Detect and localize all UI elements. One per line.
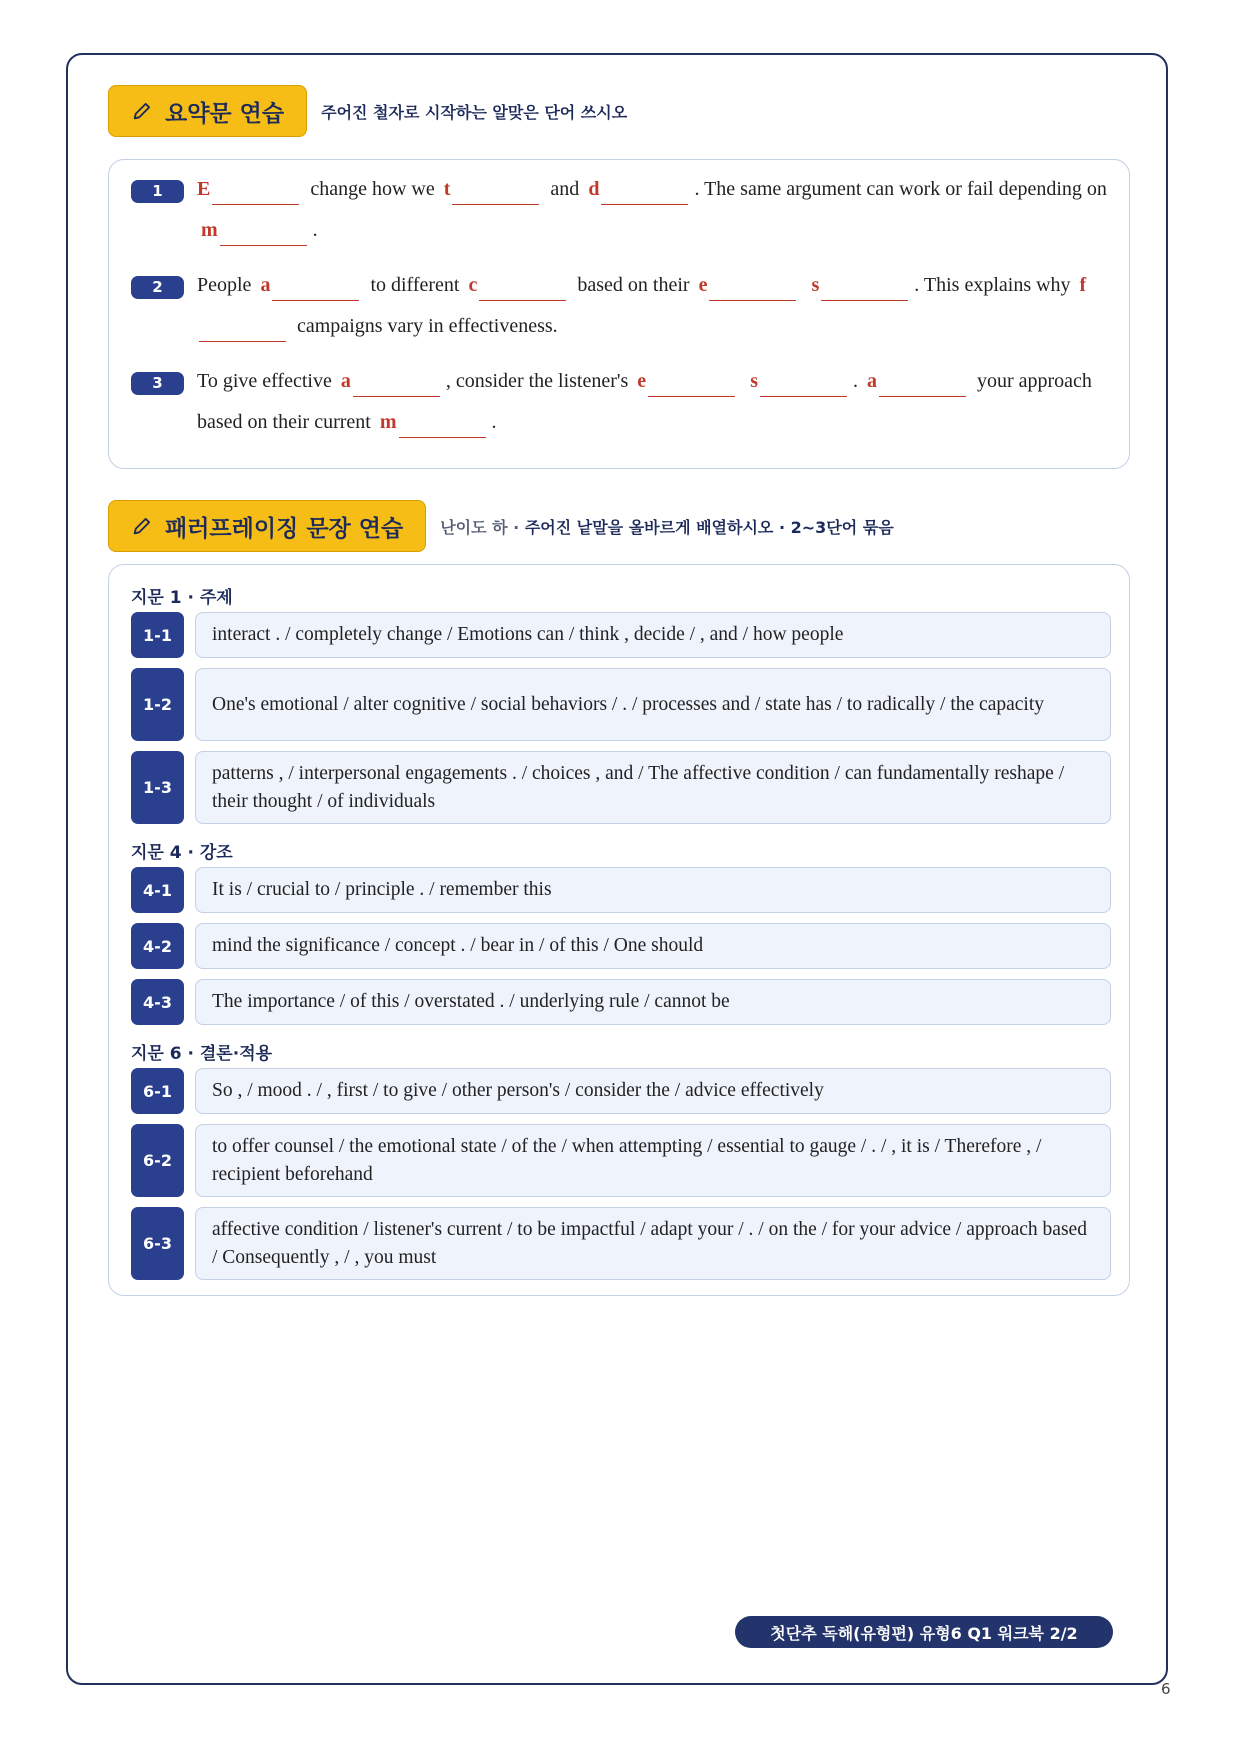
- group-label-4: 지문 4 · 강조: [131, 843, 233, 863]
- row-number: 1-3: [131, 751, 184, 824]
- paraphrase-instruction-text: 주어진 낱말을 올바르게 배열하시오 · 2~3단어 묶음: [524, 517, 894, 537]
- paraphrase-section-header: [108, 500, 894, 552]
- answer-blank[interactable]: [199, 316, 286, 342]
- word-chunks: One's emotional / alter cognitive / social behaviors / . / processes and / state has / to radically / the capacity: [195, 668, 1111, 741]
- pencil-icon: [131, 515, 153, 537]
- paraphrase-row: [131, 867, 1111, 913]
- hint-letter: f: [1079, 274, 1087, 296]
- pencil-icon: [131, 100, 153, 122]
- summary-section-instruction: 주어진 철자로 시작하는 알맞은 단어 쓰시오: [321, 102, 628, 122]
- summary-fragment: .: [491, 411, 497, 433]
- summary-section-tag: [108, 85, 307, 137]
- row-number: 6-1: [131, 1068, 184, 1114]
- hint-letter: m: [379, 411, 397, 433]
- hint-letter: a: [340, 370, 351, 392]
- summary-fragment: .: [312, 219, 318, 241]
- paraphrase-row: [131, 1068, 1111, 1114]
- paraphrase-row: [131, 923, 1111, 969]
- answer-blank[interactable]: [272, 275, 359, 301]
- word-chunks: to offer counsel / the emotional state / of the / when attempting / essential to gauge / . / , it is / Therefore , / recipient beforehand: [195, 1124, 1111, 1197]
- hint-letter: m: [201, 219, 218, 241]
- answer-blank[interactable]: [760, 371, 847, 397]
- answer-blank[interactable]: [212, 179, 299, 205]
- answer-blank[interactable]: [879, 371, 966, 397]
- summary-text-1: [197, 169, 1107, 251]
- paraphrase-section-instruction: [440, 515, 893, 538]
- row-number: 1-1: [131, 612, 184, 658]
- summary-number-3: 3: [131, 372, 184, 395]
- answer-blank[interactable]: [821, 275, 908, 301]
- summary-item-2: [131, 276, 1111, 366]
- summary-text-3: [197, 361, 1107, 443]
- hint-letter: E: [197, 178, 211, 200]
- hint-letter: e: [698, 274, 708, 296]
- page-number: 6: [1161, 1680, 1171, 1698]
- answer-blank[interactable]: [601, 179, 688, 205]
- group-label-6: 지문 6 · 결론·적용: [131, 1044, 273, 1064]
- answer-blank[interactable]: [648, 371, 735, 397]
- answer-blank[interactable]: [399, 412, 486, 438]
- summary-fragment: . The same argument can work or fail depending on: [694, 178, 1107, 200]
- answer-blank[interactable]: [220, 220, 307, 246]
- summary-fragment: , consider the listener's: [445, 370, 629, 392]
- paraphrase-row: [131, 1207, 1111, 1280]
- summary-fragment: based on their: [577, 274, 690, 296]
- answer-blank[interactable]: [353, 371, 440, 397]
- summary-item-3: [131, 372, 1111, 462]
- summary-fragment: . This explains why: [914, 274, 1071, 296]
- hint-letter: s: [811, 274, 820, 296]
- paraphrase-box: [108, 564, 1130, 1296]
- row-number: 6-3: [131, 1207, 184, 1280]
- answer-blank[interactable]: [452, 179, 539, 205]
- hint-letter: a: [260, 274, 271, 296]
- summary-fragment: campaigns vary in effectiveness.: [297, 315, 558, 337]
- row-number: 4-3: [131, 979, 184, 1025]
- summary-fragment: to different: [370, 274, 460, 296]
- word-chunks: The importance / of this / overstated . / underlying rule / cannot be: [195, 979, 1111, 1025]
- paraphrase-section-title: 패러프레이징 문장 연습: [165, 515, 404, 542]
- answer-blank[interactable]: [709, 275, 796, 301]
- answer-blank[interactable]: [479, 275, 566, 301]
- summary-item-1: [131, 180, 1111, 270]
- summary-number-1: 1: [131, 180, 184, 203]
- summary-fragment: People: [197, 274, 252, 296]
- word-chunks: So , / mood . / , first / to give / other person's / consider the / advice effectively: [195, 1068, 1111, 1114]
- workbook-footer-label: 첫단추 독해(유형편) 유형6 Q1 워크북 2/2: [735, 1616, 1113, 1648]
- paraphrase-row: [131, 668, 1111, 741]
- word-chunks: mind the significance / concept . / bear in / of this / One should: [195, 923, 1111, 969]
- row-number: 1-2: [131, 668, 184, 741]
- summary-box: [108, 159, 1130, 469]
- group-label-1: 지문 1 · 주제: [131, 588, 233, 608]
- summary-text-2: [197, 265, 1107, 347]
- word-chunks: affective condition / listener's current / to be impactful / adapt your / . / on the / for your advice / approach based / Consequently , / , you must: [195, 1207, 1111, 1280]
- row-number: 4-2: [131, 923, 184, 969]
- word-chunks: patterns , / interpersonal engagements . / choices , and / The affective condition / can fundamentally reshape / their thought / of individuals: [195, 751, 1111, 824]
- hint-letter: t: [443, 178, 451, 200]
- summary-fragment: To give effective: [197, 370, 332, 392]
- row-number: 4-1: [131, 867, 184, 913]
- row-number: 6-2: [131, 1124, 184, 1197]
- paraphrase-row: [131, 979, 1111, 1025]
- hint-letter: c: [468, 274, 478, 296]
- hint-letter: s: [750, 370, 758, 392]
- word-chunks: It is / crucial to / principle . / remember this: [195, 867, 1111, 913]
- summary-section-title: 요약문 연습: [165, 100, 285, 127]
- hint-letter: a: [866, 370, 877, 392]
- summary-fragment: and: [550, 178, 580, 200]
- word-chunks: interact . / completely change / Emotions can / think , decide / , and / how people: [195, 612, 1111, 658]
- difficulty-level: 난이도 하 ·: [440, 517, 520, 537]
- summary-section-header: [108, 85, 627, 137]
- summary-fragment: .: [852, 370, 858, 392]
- paraphrase-row: [131, 612, 1111, 658]
- summary-fragment: your approach based on their current: [197, 370, 1092, 433]
- summary-number-2: 2: [131, 276, 184, 299]
- hint-letter: e: [637, 370, 647, 392]
- paraphrase-row: [131, 1124, 1111, 1197]
- paraphrase-section-tag: [108, 500, 426, 552]
- paraphrase-row: [131, 751, 1111, 824]
- hint-letter: d: [588, 178, 600, 200]
- summary-fragment: change how we: [310, 178, 435, 200]
